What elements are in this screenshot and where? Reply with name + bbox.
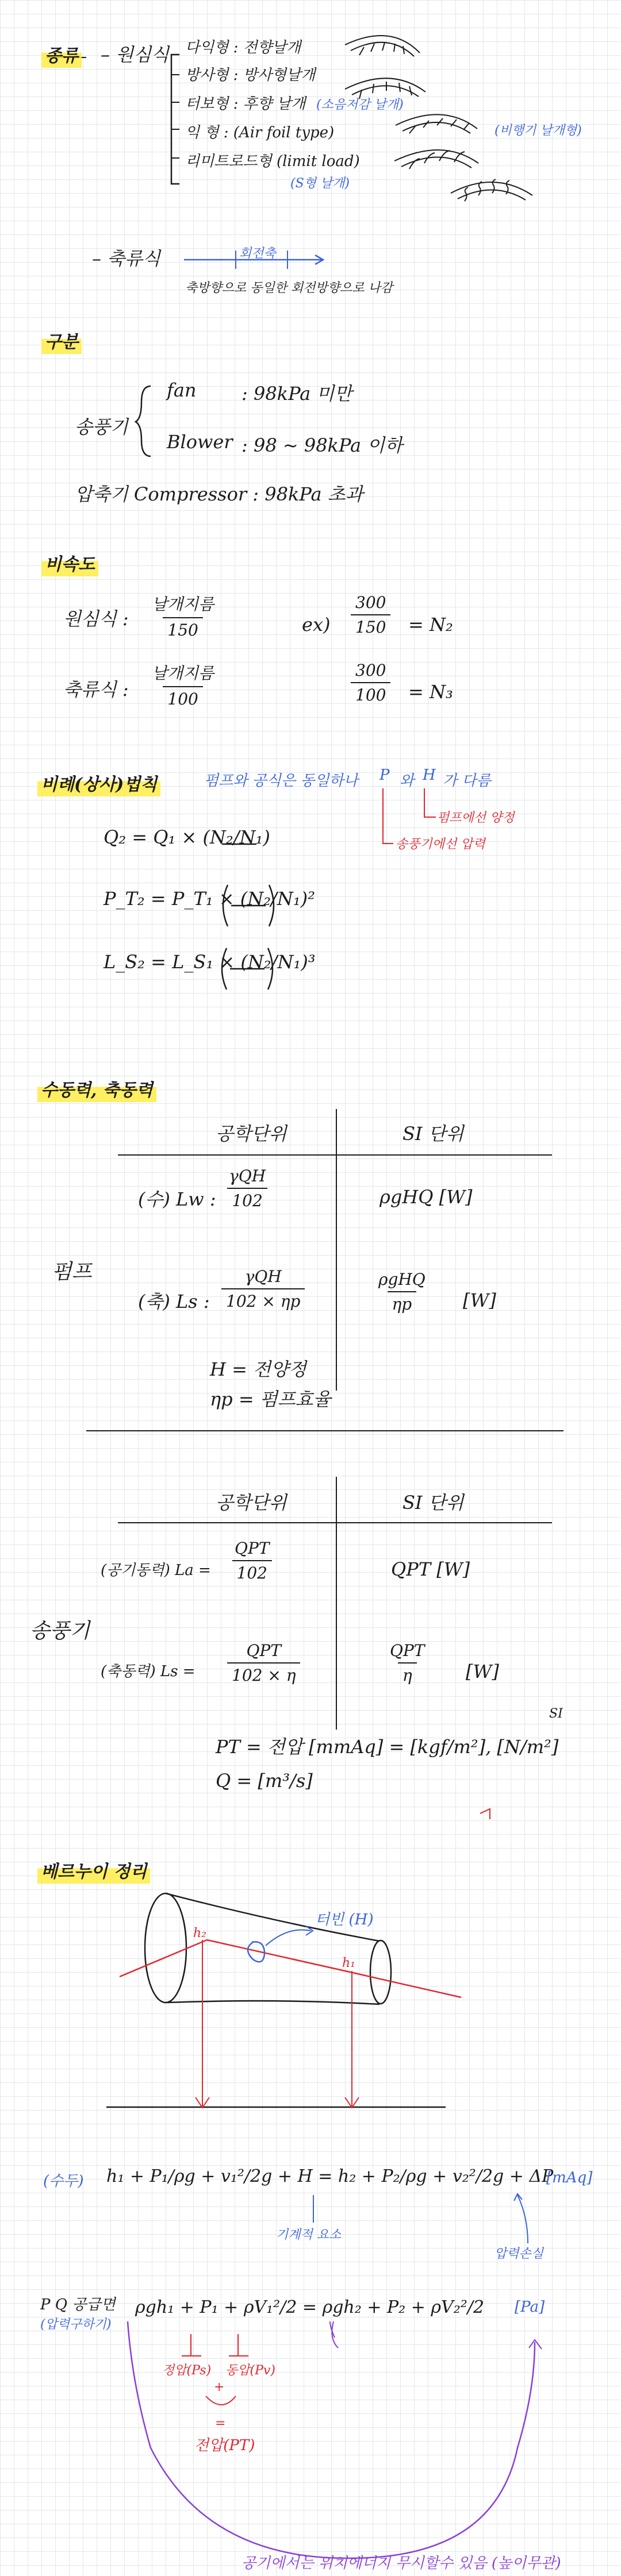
and-word: 와 [400,772,415,790]
similarity-heading: 비례(상사)법칙 [37,769,160,796]
fan-shaft-fraction [227,1641,300,1685]
air-power-si: QPT [W] [391,1558,470,1580]
ratio-radial-fraction [147,592,218,640]
water-power-den: 102 [227,1188,267,1210]
fan-col-si: SI 단위 [402,1492,464,1514]
pq-supply-tag: P Q 공급면 [40,2296,116,2313]
shaft-power-fraction [221,1267,305,1311]
pressure-loss-note: 압력손실 [494,2247,544,2261]
si-tag: SI [549,1707,563,1721]
fan-group-label: 송풍기 [75,416,128,438]
water-power-fraction [224,1166,270,1210]
h1-marker: h₁ [342,1956,355,1970]
ratio-example-label: ex) [302,614,331,636]
ratio-axial-den: 100 [163,686,202,709]
pump-head-note: 펌프에선 양정 [437,811,515,825]
shaft-si-num: ρgHQ [378,1270,425,1289]
differ-word: 가 다름 [443,772,491,790]
type-multiblade: 다익형 : 전향날개 [185,39,301,56]
ratio-ex1-den: 150 [351,614,390,637]
h2-marker: h₂ [193,1926,206,1940]
pt-def-c: , [N/m²] [485,1736,559,1758]
ratio-heading: 비속도 [41,549,98,576]
limit-load-note: (S형 날개) [290,176,350,191]
mechanical-energy-note: 기계적 요소 [276,2228,342,2242]
ratio-radial-label: 원심식 : [63,608,129,630]
axial-sketch-label: 회전축 [239,247,276,261]
ratio-axial-fraction [147,661,218,709]
pressure-equation: P_T₂ = P_T₁ × (N₂/N₁)² [103,888,315,910]
power-equation: L_S₂ = L_S₁ × (N₂/N₁)³ [103,951,316,973]
h-definition: H = 전양정 [210,1358,306,1380]
shaft-si-den: ηp [388,1291,417,1314]
bernoulli-heading: 베르누이 정리 [37,1856,150,1884]
axial-note: 축방향으로 동일한 회전방향으로 나감 [185,281,393,295]
power-heading: 수동력, 축동력 [37,1075,156,1102]
fan-label: fan [167,379,197,401]
airfoil-note: (비행기 날개형) [494,124,582,138]
water-power-num: γQH [229,1166,266,1185]
ratio-ex2-result: = N₃ [408,681,453,703]
fan-col-eng: 공학단위 [216,1492,287,1514]
radial-text: 원심식 [116,44,169,66]
turbo-note: (소음저감 날개) [316,98,404,112]
q-definition: Q = [m³/s] [216,1770,313,1792]
p-letter: P [379,767,390,784]
similarity-note: 펌프와 공식은 동일하나 [204,772,358,790]
total-pressure: 전압(PT) [194,2437,255,2454]
water-head-tag: (수두) [43,2173,84,2190]
fan-shaft-label: (축동력) Ls = [101,1663,195,1680]
bernoulli-head-equation: h₁ + P₁/ρg + v₁²/2g + H = h₂ + P₂/ρg + v₂²/2g + ΔP [106,2166,554,2186]
fan-shaft-den: 102 × η [227,1662,300,1685]
shaft-power-num: γQH [244,1267,282,1286]
shaft-power-label: (축) Ls : [138,1291,210,1312]
ratio-axial-label: 축류식 : [63,679,129,700]
pt-definition [216,1732,558,1759]
axial-label: – 축류식 [92,248,160,269]
air-power-label: (공기동력) La = [101,1562,211,1579]
fan-shaft-si-den: η [398,1662,417,1685]
pa-unit: [Pa] [515,2298,545,2316]
equals-sign: = [215,2416,226,2431]
pump-col-si: SI 단위 [402,1123,464,1145]
fan-range: : 98kPa 미만 [241,383,352,405]
fan-shaft-si-num: QPT [390,1641,425,1660]
fan-shaft-si-fraction [385,1641,429,1685]
ratio-radial-den: 150 [163,617,202,640]
eta-definition: ηp = 펌프효율 [210,1388,331,1410]
ratio-example-2 [351,661,390,704]
water-power-si: ρgHQ [W] [379,1186,473,1208]
ratio-ex2-den: 100 [351,682,390,704]
pt-def-a: PT = 전압 [mmAq] = [216,1736,405,1758]
flow-equation: Q₂ = Q₁ × (N₂/N₁) [103,826,270,848]
ratio-axial-num: 날개지름 [152,664,214,683]
air-power-num: QPT [235,1539,270,1558]
turbine-label: 터빈 (H) [315,1911,374,1928]
fan-label-side: 송풍기 [30,1619,90,1643]
ratio-radial-num: 날개지름 [152,595,214,614]
blower-range: : 98 ~ 98kPa 이하 [241,434,403,456]
ratio-ex1-num: 300 [355,593,386,612]
pq-supply-sub: (압력구하기) [40,2317,112,2332]
fan-shaft-num: QPT [246,1641,281,1660]
axial-text: 축류식 [107,248,160,269]
pump-label: 펌프 [52,1260,92,1284]
plus-sign: + [214,2380,225,2394]
pt-def-b: [kgf/m²] [410,1736,486,1758]
air-power-fraction [230,1539,274,1582]
radial-label: – 원심식 [101,44,169,66]
footnote: 공기에서는 위치에너지 무시할수 있음 (높이무관) [241,2555,561,2572]
type-turbo: 터보형 : 후향 날개 [185,95,306,113]
fan-pressure-note: 송풍기에선 압력 [396,837,485,852]
ratio-ex2-num: 300 [355,661,386,680]
shaft-power-den: 102 × ηp [221,1288,305,1311]
pump-col-eng: 공학단위 [216,1123,287,1145]
static-pressure: 정압(Ps) [162,2363,212,2378]
h-letter: H [423,767,436,784]
shaft-power-si-fraction [374,1270,430,1314]
ratio-ex1-result: = N₂ [408,614,453,636]
mAq-unit: [mAq] [546,2169,593,2186]
type-limit-load: 리미트로드형 (limit load) [185,153,360,170]
fan-shaft-si-unit: [W] [466,1661,499,1682]
air-power-den: 102 [232,1560,272,1582]
classification-heading: 종류 [41,40,82,68]
dynamic-pressure: 동압(Pv) [225,2363,275,2378]
ratio-example-1 [351,593,390,637]
type-airfoil: 익 형 : (Air foil type) [185,124,335,141]
blower-label: Blower [167,431,233,453]
water-power-label: (수) Lw : [138,1188,216,1210]
bernoulli-pressure-equation: ρgh₁ + P₁ + ρV₁²/2 = ρgh₂ + P₂ + ρV₂²/2 [135,2297,484,2317]
shaft-si-unit: [W] [463,1289,496,1311]
type-radial-blade: 방사형 : 방사형날개 [185,67,316,84]
gubun-heading: 구분 [41,326,82,354]
compressor-line: 압축기 Compressor : 98kPa 초과 [75,483,363,505]
